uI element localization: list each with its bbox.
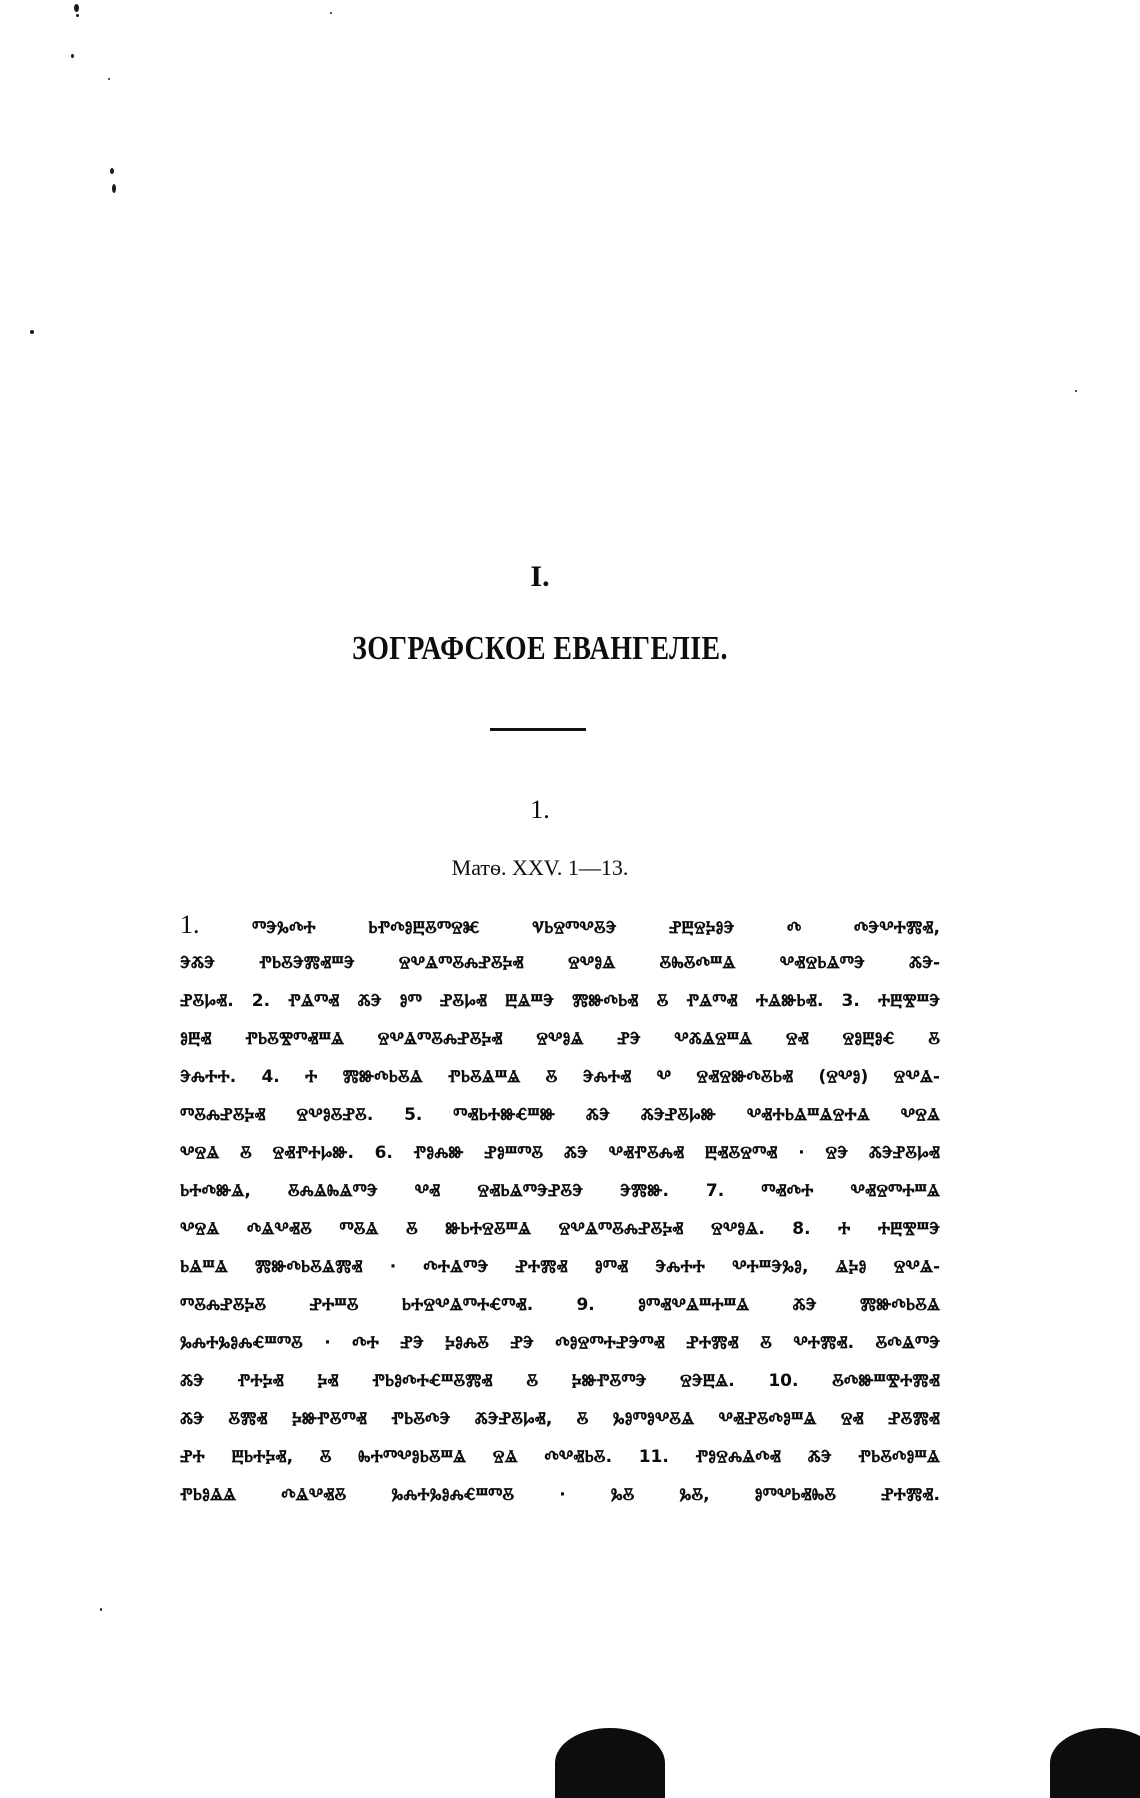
line-text: ⰕⰋⰎⰐⰋⰍⰟ ⰔⰂⰑⰋⰐⰋ. 5. ⰕⰟⰓⰀⰖⰤⰞⰖ ⰆⰅ ⰆⰅⰐⰋⰘⰖ ⰂⰟⰀⰓⰡⰞⰡⰔⰀⰡ ⰂⰔⰡ (180, 1105, 940, 1125)
line-text: ⰐⰋⰘⰟ. 2. ⰒⰡⰕⰟ ⰆⰅ ⰑⰕ ⰐⰋⰘⰟ ⰁⰡⰞⰅ ⰏⰖⰄⰓⰟ Ⰻ ⰒⰡⰕⰟ ⰀⰡⰖⰓⰟ. 3. ⰀⰁⰊⰞⰅ (180, 991, 940, 1011)
scan-speck (76, 14, 79, 17)
line-text: ⰓⰡⰞⰡ ⰏⰖⰄⰓⰋⰡⰏⰟ · ⰄⰀⰡⰕⰅ ⰐⰀⰏⰟ ⰑⰕⰟ ⰅⰎⰀⰀ ⰂⰀⰞⰅⰃⰑ, ⰡⰍⰑ ⰔⰂⰡ- (180, 1257, 940, 1277)
scan-edge-mark-right (1050, 1728, 1140, 1798)
line-text: ⰂⰔⰡ Ⰻ ⰔⰟⰒⰀⰘⰖ. 6. ⰒⰑⰎⰖ ⰐⰑⰞⰕⰋ ⰆⰅ ⰂⰟⰒⰋⰎⰟ ⰁⰟⰋⰔⰕⰟ · ⰔⰅ ⰆⰅⰐⰋⰘⰟ (180, 1143, 940, 1163)
line-text: ⰆⰅ ⰋⰏⰟ ⰍⰖⰒⰋⰕⰟ ⰒⰓⰋⰄⰅ ⰆⰅⰐⰋⰘⰟ, Ⰻ ⰃⰑⰕⰑⰂⰋⰡ ⰂⰟⰐⰋⰄⰑⰞⰡ ⰔⰟ ⰐⰋⰏⰟ (180, 1409, 940, 1429)
text-line (180, 1362, 940, 1400)
text-line (180, 1324, 940, 1362)
text-line (180, 1248, 940, 1286)
scan-speck (100, 1608, 102, 1611)
line-text: ⰃⰎⰀⰃⰑⰎⰤⰞⰕⰋ · ⰄⰀ ⰐⰅ ⰍⰑⰎⰋ ⰐⰅ ⰄⰑⰔⰕⰀⰐⰅⰕⰟ ⰐⰀⰏⰟ Ⰻ ⰂⰀⰏⰟ. ⰋⰄⰡⰕⰅ (180, 1333, 940, 1353)
glagolitic-text-block (180, 906, 940, 1514)
line-text: ⰕⰅⰃⰄⰀ ⰓⰒⰄⰑⰁⰋⰕⰔⰨ ⰜⰓⰔⰕⰂⰋⰅ ⰐⰁⰔⰍⰑⰅ Ⰴ ⰄⰅⰂⰀⰏⰟ, (199, 918, 940, 938)
chapter-number: 1. (530, 795, 550, 824)
text-line (180, 1400, 940, 1438)
scan-speck (330, 12, 332, 14)
text-line (180, 1058, 940, 1096)
title-divider (490, 728, 586, 731)
text-line (180, 944, 940, 982)
line-text: ⰅⰎⰀⰀ. 4. Ⰰ ⰏⰖⰄⰓⰋⰡ ⰒⰓⰋⰡⰞⰡ Ⰻ ⰅⰎⰀⰟ Ⰲ ⰔⰟⰔⰖⰄⰋⰓⰟ (ⰔⰂⰑ) ⰔⰂⰡ- (180, 1067, 940, 1087)
scan-speck (112, 184, 116, 193)
text-line (180, 1210, 940, 1248)
text-line (180, 1020, 940, 1058)
text-line (180, 1476, 940, 1514)
scripture-reference: Матѳ. XXV. 1—13. (451, 855, 629, 880)
text-line (180, 1438, 940, 1476)
line-text: ⰓⰀⰄⰖⰡ, ⰋⰎⰡⰈⰡⰕⰅ ⰂⰟ ⰔⰟⰓⰡⰕⰅⰐⰋⰅ ⰅⰏⰖ. 7. ⰕⰟⰄⰀ ⰂⰟⰔⰕⰀⰞⰡ (180, 1181, 940, 1201)
scan-speck (108, 78, 110, 80)
scan-speck (1075, 390, 1077, 392)
verse-number: 1. (180, 910, 200, 939)
line-text: ⰂⰔⰡ ⰄⰡⰂⰟⰋ ⰕⰋⰡ Ⰻ ⰖⰓⰀⰔⰋⰞⰡ ⰔⰂⰡⰕⰋⰎⰐⰋⰍⰟ ⰔⰂⰑⰡ. 8. Ⰰ ⰀⰁⰊⰞⰅ (180, 1219, 940, 1239)
scan-speck (110, 168, 114, 174)
text-line (180, 1096, 940, 1134)
scan-edge-mark-left (555, 1728, 665, 1798)
scan-speck (71, 54, 74, 58)
text-line (180, 1134, 940, 1172)
text-line (180, 1172, 940, 1210)
text-line (180, 906, 940, 944)
line-text: ⰕⰋⰎⰐⰋⰍⰋ ⰐⰀⰞⰋ ⰓⰀⰔⰂⰡⰕⰀⰤⰕⰟ. 9. ⰑⰕⰟⰂⰡⰞⰀⰞⰡ ⰆⰅ ⰏⰖⰄⰓⰋⰡ (180, 1295, 940, 1315)
text-line (180, 982, 940, 1020)
section-numeral: I. (530, 560, 550, 593)
line-text: ⰑⰁⰟ ⰒⰓⰋⰊⰕⰟⰞⰡ ⰔⰂⰡⰕⰋⰎⰐⰋⰍⰟ ⰔⰂⰑⰡ ⰐⰅ ⰂⰆⰡⰔⰞⰡ ⰔⰟ ⰔⰑⰁⰑⰤ Ⰻ (180, 1029, 940, 1049)
scan-speck (74, 4, 79, 12)
text-line (180, 1286, 940, 1324)
line-text: ⰒⰓⰑⰡⰡ ⰄⰡⰂⰟⰋ ⰃⰎⰀⰃⰑⰎⰤⰞⰕⰋ · ⰃⰋ ⰃⰋ, ⰑⰕⰂⰓⰟⰈⰋ ⰐⰀⰏⰟ. (180, 1485, 940, 1505)
line-text: ⰅⰆⰅ ⰒⰓⰋⰅⰏⰟⰞⰅ ⰔⰂⰡⰕⰋⰎⰐⰋⰍⰟ ⰔⰂⰑⰡ ⰋⰈⰋⰄⰞⰡ ⰂⰟⰔⰓⰡⰕⰅ ⰆⰅ- (180, 953, 940, 973)
line-text: ⰆⰅ ⰒⰀⰍⰟ ⰍⰟ ⰒⰓⰑⰄⰀⰤⰞⰋⰏⰟ Ⰻ ⰍⰖⰒⰋⰕⰅ ⰔⰅⰁⰡ. 10. ⰋⰄⰖⰞⰊⰀⰏⰟ (180, 1371, 940, 1391)
line-text: ⰐⰀ ⰁⰓⰀⰍⰟ, Ⰻ ⰈⰀⰕⰂⰑⰓⰋⰞⰡ ⰔⰡ ⰄⰂⰟⰓⰋ. 11. ⰒⰑⰔⰎⰡⰄⰟ ⰆⰅ ⰒⰓⰋⰄⰑⰞⰡ (180, 1447, 940, 1467)
section-title: ЗОГРАФСКОЕ ЕВАНГЕЛІЕ. (352, 630, 728, 667)
scan-speck (30, 330, 34, 334)
